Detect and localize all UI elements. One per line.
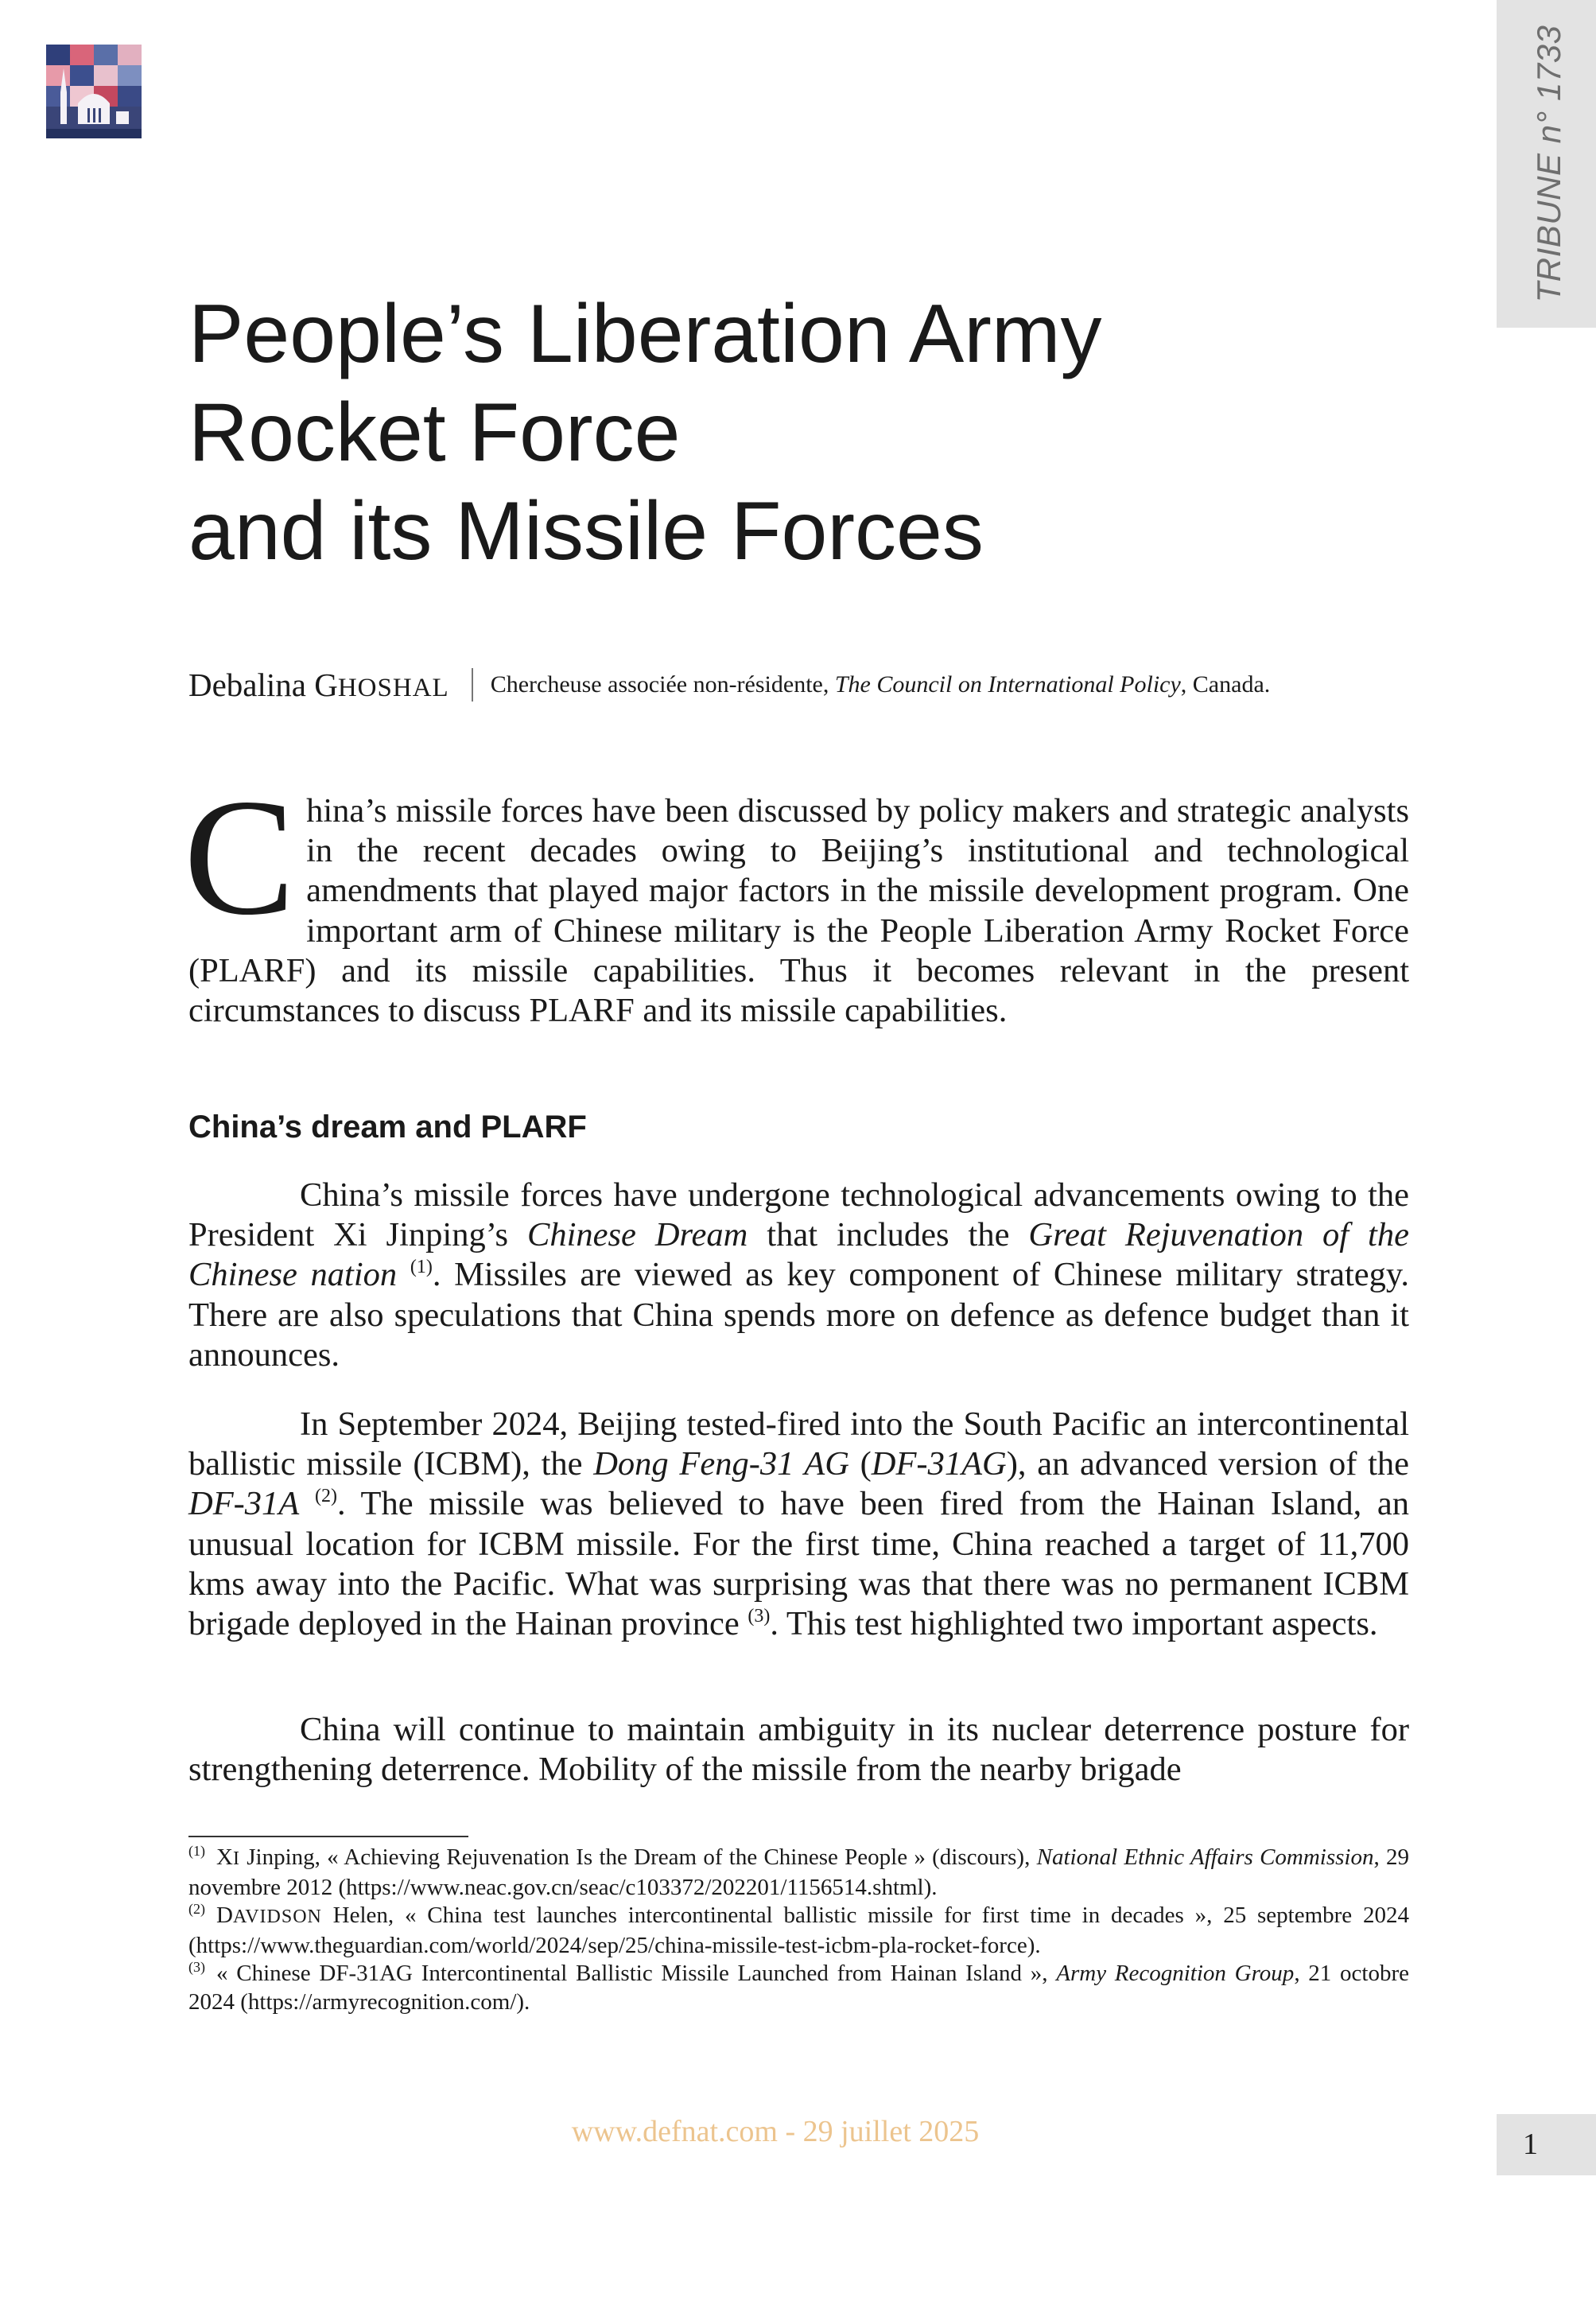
footnote-1-author-initial: X: [216, 1844, 233, 1870]
footnote-ref-2[interactable]: (2): [314, 1486, 337, 1507]
footnote-1-number: (1): [188, 1843, 205, 1859]
p1-italic-great-rejuvenation: Great Rejuvenation of the Chinese nation: [188, 1216, 1409, 1294]
footnote-2-author-rest: AVIDSON: [232, 1906, 322, 1927]
p1-italic-chinese-dream: Chinese Dream: [527, 1216, 748, 1254]
author-row: [188, 663, 1429, 706]
author-first-name: Debalina: [188, 667, 306, 703]
title-line-1: People’s Liberation Army: [188, 288, 1102, 380]
author-last-name-rest: HOSHAL: [337, 674, 449, 702]
section-heading: China’s dream and PLARF: [188, 1110, 587, 1145]
intro-text: hina’s missile forces have been discussed by policy makers and strategic analysts in the recent decades owing to Beijing’s institutional and technological amendments that played major factors in the missile development program. One important arm of Chinese military is the People Liberation Army Rocket Force (PLARF) and its missile capabilities. Thus it becomes relevant in the present circumstances to discuss PLARF and its missile capabilities.: [188, 792, 1409, 1030]
defense-nationale-logo-icon: [46, 45, 142, 138]
body-paragraph-3: China will continue to maintain ambiguity in its nuclear deterrence posture for strengthening deterrence. Mobility of the missile from the nearby brigade: [188, 1711, 1409, 1789]
footnote-1-author-rest: I: [232, 1848, 240, 1869]
footnote-2-author-initial: D: [216, 1903, 233, 1928]
p2-italic-df31ag: DF-31AG: [871, 1445, 1007, 1483]
publication-logo: [46, 45, 142, 138]
footnote-3-number: (3): [188, 1959, 205, 1975]
footnote-2: [188, 1902, 1409, 1960]
footnote-1-text-a: Jinping, « Achieving Rejuvenation Is the Dream of the Chinese People » (discours),: [239, 1844, 1037, 1870]
intro-paragraph: [184, 765, 1409, 1031]
affiliation-org: The Council on International Policy: [834, 671, 1181, 698]
p2-text-e: ), an advanced version of the: [1006, 1445, 1409, 1483]
body-paragraph-2: [188, 1405, 1409, 1644]
footnote-3: [188, 1960, 1409, 2016]
title-line-3: and its Missile Forces: [188, 485, 984, 577]
footnote-ref-1[interactable]: (1): [410, 1257, 433, 1278]
p2-text-h: . The missile was believed to have been fired from the Hainan Island, an unusual location for ICBM missile. For the first time, China reached a target of 11,700 kms away into the Pacific. What was surprising was that there was no permanent ICBM brigade deployed in the Hainan province: [188, 1485, 1410, 1643]
p2-italic-df31a: DF-31A: [188, 1485, 300, 1523]
tribune-label: TRIBUNE n° 1733: [1530, 25, 1567, 303]
footnote-3-italic: Army Recognition Group: [1056, 1961, 1295, 1986]
p2-text-j: . This test highlighted two important aspects.: [770, 1605, 1378, 1643]
p1-text-a: China’s missile forces have undergone technological advancements owing to the President Xi Jinping’s: [188, 1176, 1409, 1254]
author-name: [188, 666, 449, 704]
footnote-1: [188, 1844, 1409, 1902]
footnote-2-text-a[interactable]: Helen, « China test launches intercontinental ballistic missile for first time in decades », 25 septembre 2024 (https://www.theguardian.com/world/2024/sep/25/china-missile-test-icbm-pla-rocket-force).: [188, 1903, 1409, 1958]
author-separator: [472, 668, 473, 702]
p1-text-c: that includes the: [748, 1216, 1029, 1254]
footnote-2-number: (2): [188, 1901, 205, 1917]
author-affiliation: [491, 671, 1271, 698]
article-title: [188, 285, 1429, 581]
p2-text-c: (: [848, 1445, 872, 1483]
footnote-ref-3[interactable]: (3): [748, 1606, 771, 1627]
title-line-2: Rocket Force: [188, 387, 681, 479]
footnote-3-text-a: « Chinese DF-31AG Intercontinental Ballistic Missile Launched from Hainan Island »,: [216, 1961, 1057, 1986]
footnote-1-text-b[interactable]: , 29 novembre 2012 (https://www.neac.gov.cn/seac/c103372/202201/1156514.shtml).: [188, 1844, 1410, 1900]
p2-text-a: In September 2024, Beijing tested-fired into the South Pacific an intercontinental ballistic missile (ICBM), the: [188, 1405, 1409, 1483]
footnotes: [188, 1844, 1409, 2016]
body-paragraph-1: [188, 1176, 1409, 1375]
affiliation-suffix: , Canada.: [1180, 671, 1271, 698]
page-number: 1: [1523, 2128, 1538, 2161]
footnote-rule: [188, 1836, 468, 1837]
footnote-3-text-b[interactable]: , 21 octobre 2024 (https://armyrecognition.com/).: [188, 1961, 1409, 2015]
p2-italic-dong-feng: Dong Feng-31 AG: [593, 1445, 849, 1483]
footnote-1-italic: National Ethnic Affairs Commission: [1036, 1844, 1374, 1870]
footer-url-date[interactable]: www.defnat.com - 29 juillet 2025: [571, 2115, 980, 2148]
p1-text-f: . Missiles are viewed as key component of Chinese military strategy. There are also speculations that China spends more on defence as defence budget than it announces.: [188, 1256, 1409, 1374]
affiliation-prefix: Chercheuse associée non-résidente,: [490, 671, 835, 698]
author-last-name-initial: G: [314, 667, 338, 703]
drop-cap: C: [184, 765, 296, 950]
